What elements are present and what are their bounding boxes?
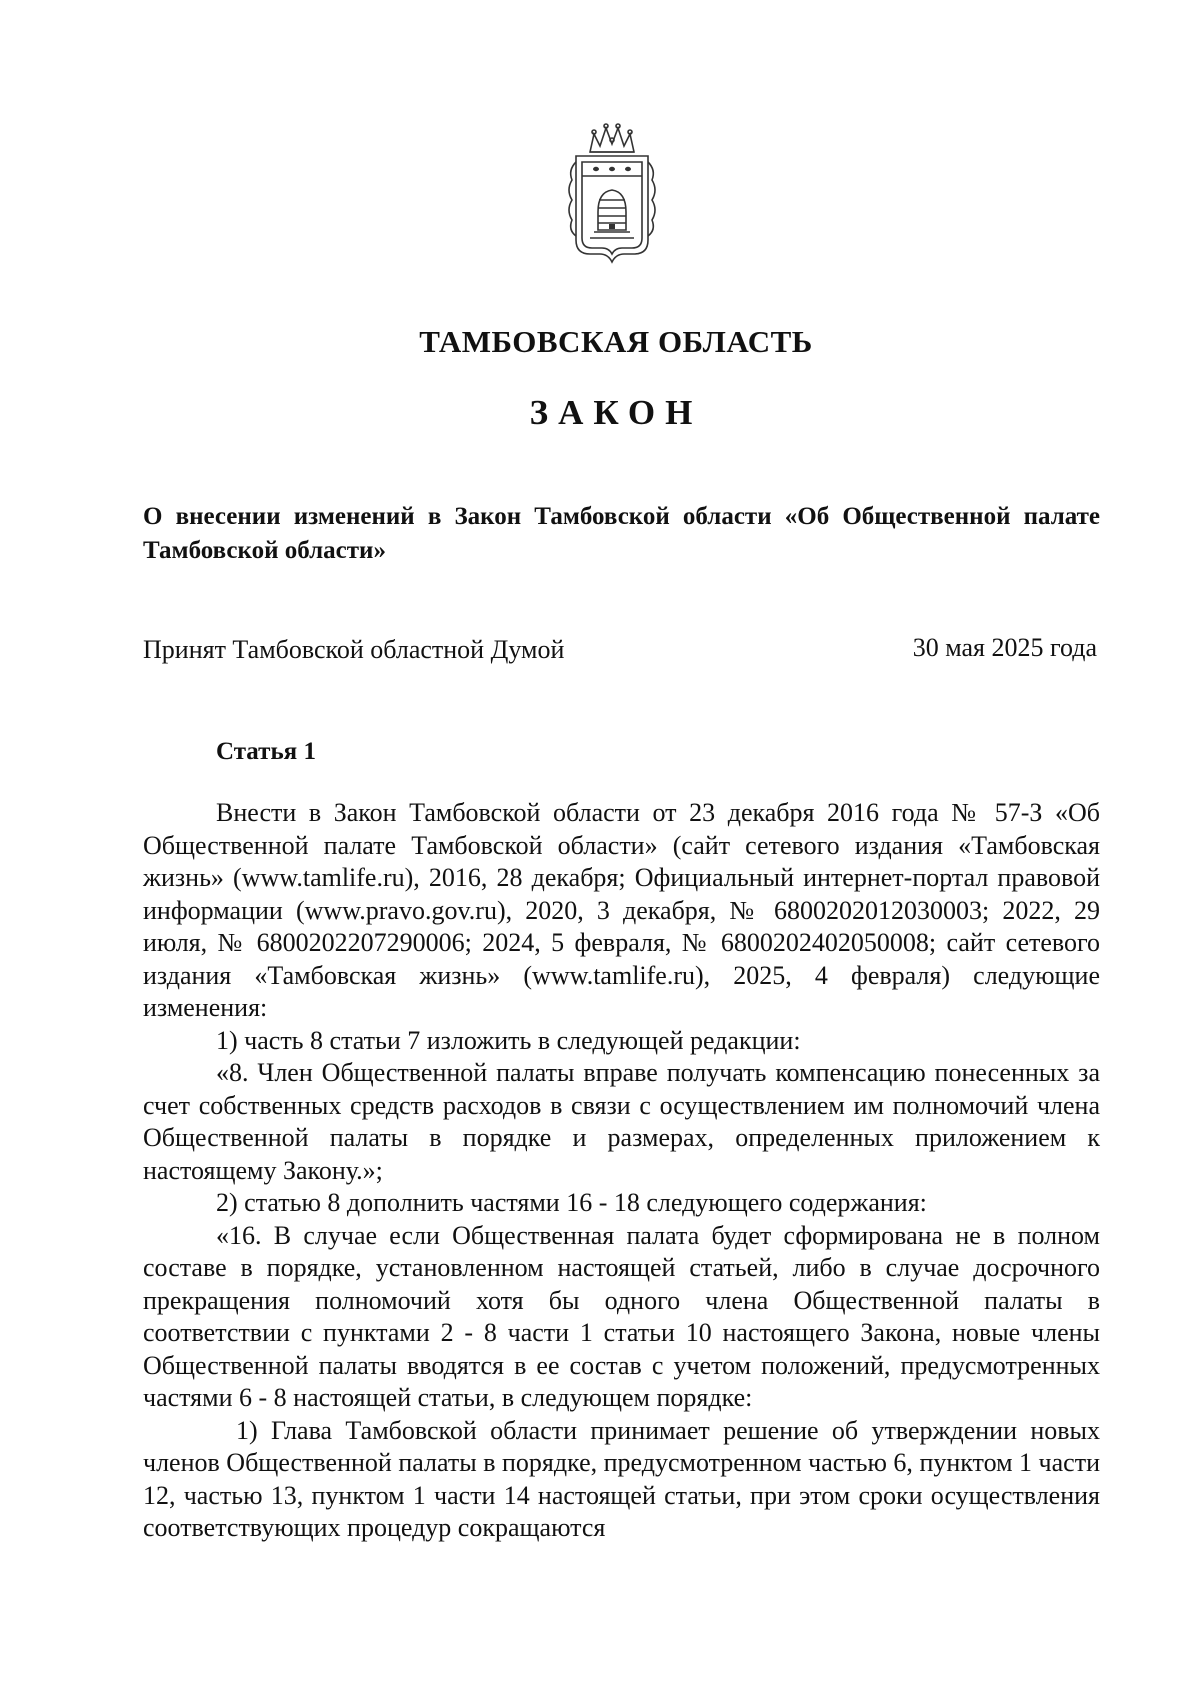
adopted-date: 30 мая 2025 года: [912, 633, 1097, 662]
article-paragraph: 1) Глава Тамбовской области принимает решение об утверждении новых членов Общественной палаты в порядке, предусмотренном частью 6, пунктом 1 части 12, частью 13, пунктом 1 части 14 настоящей статьи, при этом сроки осуществления соответствующих процедур сокращаются: [143, 1415, 1100, 1542]
law-title: О внесении изменений в Закон Тамбовской области «Об Общественной палате Тамбовской области»: [143, 503, 1100, 564]
adopted-by: Принят Тамбовской областной Думой: [143, 635, 565, 664]
article-paragraph: «16. В случае если Общественная палата будет сформирована не в полном составе в порядке, установленном настоящей статьей, либо в случае досрочного прекращения полномочий хотя бы одного члена Общественной палаты в соответствии с пунктами 2 - 8 части 1 статьи 10 настоящего Закона, новые члены Общественной палаты вводятся в ее состав с учетом положений, предусмотренных частями 6 - 8 настоящей статьи, в следующем порядке:: [143, 1220, 1100, 1412]
document-type: ЗАКОН: [529, 393, 703, 432]
article-paragraph: Внести в Закон Тамбовской области от 23 декабря 2016 года № 57-З «Об Общественной палате Тамбовской области» (сайт сетевого издания «Тамбовская жизнь» (www.tamlife.ru), 2016, 28 декабря; Официальный интернет-портал правовой информации (www.pravo.gov.ru), 2020, 3 декабря, № 6800202012030003; 2022, 29 июля, № 6800202207290006; 2024, 5 февраля, № 6800202402050008; сайт сетевого издания «Тамбовская жизнь» (www.tamlife.ru), 2025, 4 февраля) следующие изменения:: [143, 798, 1100, 1022]
article-heading: Статья 1: [216, 738, 316, 765]
article-paragraph: 1) часть 8 статьи 7 изложить в следующей редакции:: [216, 1025, 801, 1055]
article-paragraph: 2) статью 8 дополнить частями 16 - 18 следующего содержания:: [216, 1188, 927, 1217]
coat-of-arms-emblem: [560, 122, 664, 264]
region-name: ТАМБОВСКАЯ ОБЛАСТЬ: [419, 324, 813, 359]
article-paragraph: «8. Член Общественной палаты вправе получать компенсацию понесенных за счет собственных средств расходов в связи с осуществлением им полномочий члена Общественной палаты в порядке и размерах, определенных приложением к настоящему Закону.»;: [143, 1058, 1100, 1185]
article-body: [143, 797, 1100, 1545]
